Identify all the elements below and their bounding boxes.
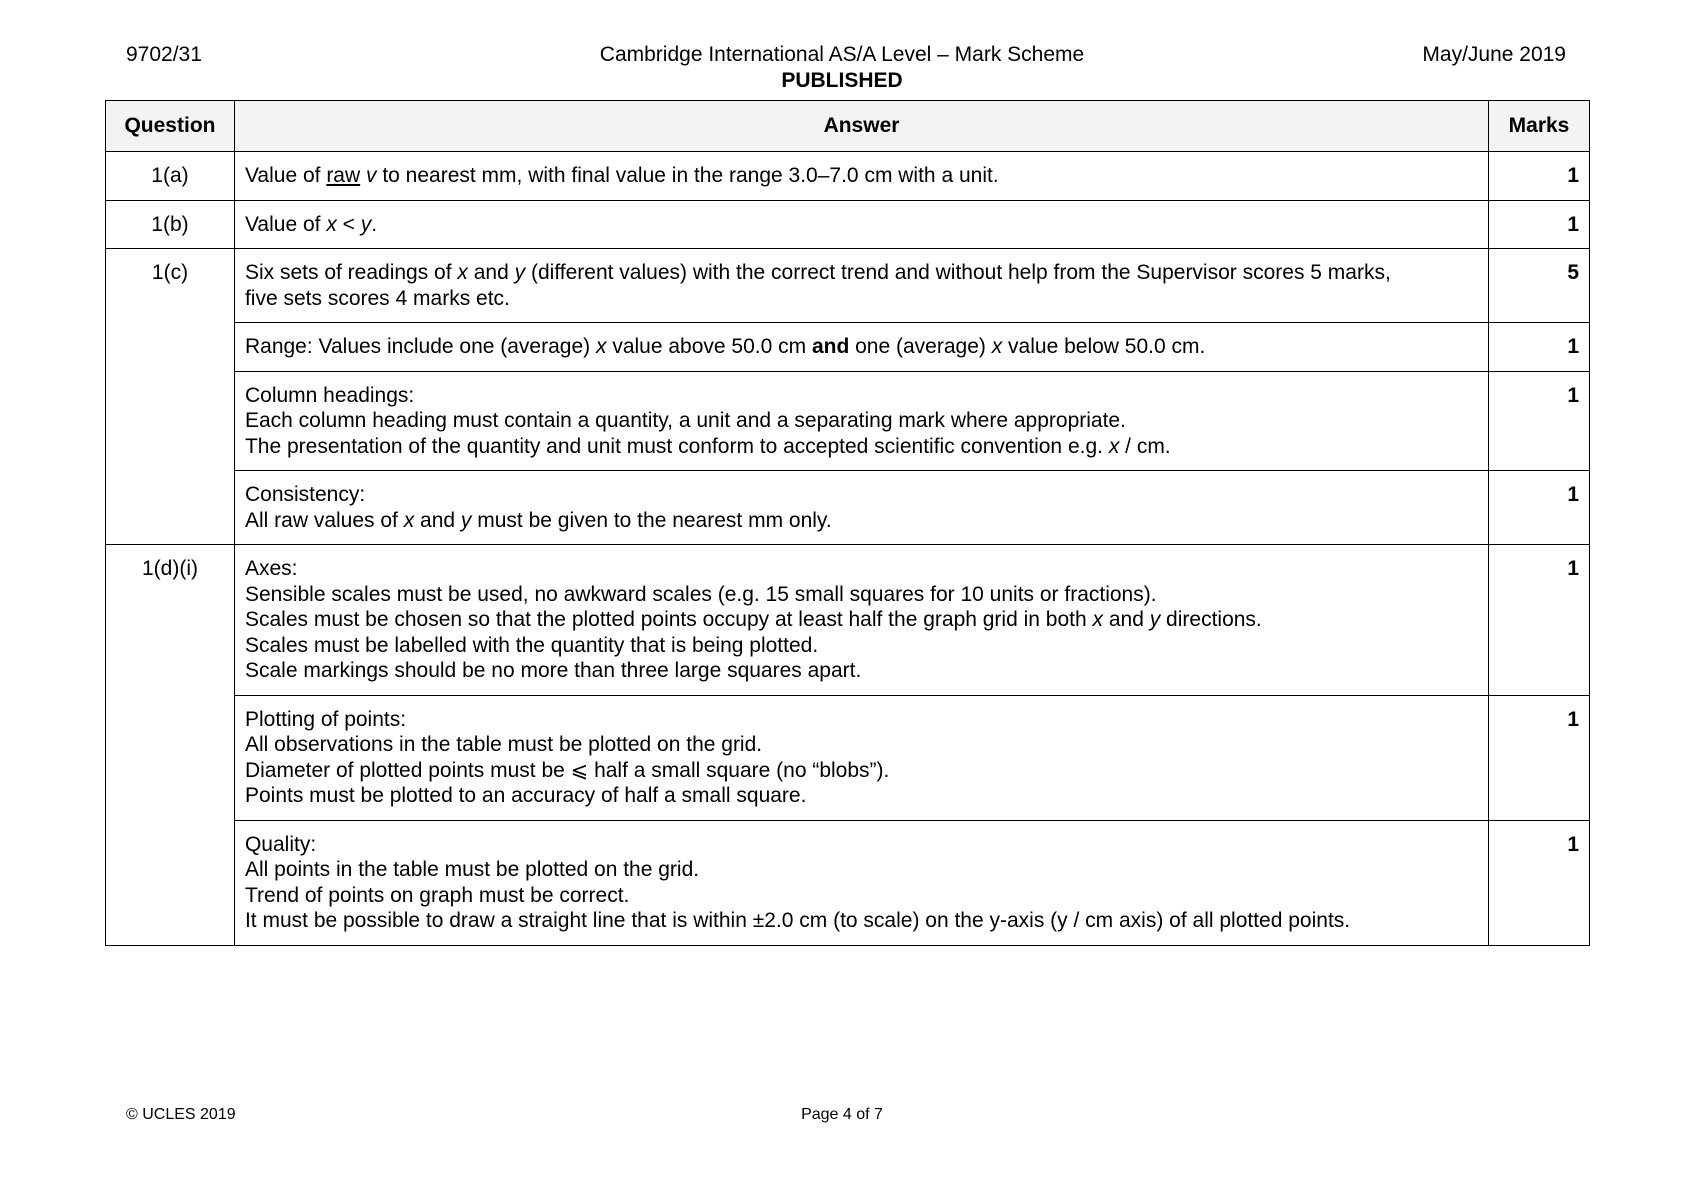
answer-header: Answer (234, 101, 1488, 152)
answer-line: Value of raw v to nearest mm, with final value in the range 3.0–7.0 cm with a unit. (244, 164, 999, 187)
answer-cell (234, 323, 1488, 372)
table-header-row (106, 101, 1590, 152)
marks-cell: 1 (1489, 200, 1590, 249)
exam-session: May/June 2019 (1422, 43, 1566, 66)
answer-line: The presentation of the quantity and unit must conform to accepted scientific convention e.g. x / cm. (244, 434, 1171, 458)
table-row (106, 695, 1590, 820)
answer-line: Sensible scales must be used, no awkward scales (e.g. 15 small squares for 10 units or fractions). (244, 582, 1157, 606)
answer-cell (234, 695, 1488, 820)
table-row (106, 371, 1590, 471)
question-cell: 1(d)(i) (106, 545, 235, 946)
answer-line: Axes: (244, 557, 298, 580)
answer-cell (234, 545, 1488, 696)
answer-line: It must be possible to draw a straight line that is within ±2.0 cm (to scale) on the y-axis (y / cm axis) of all plotted points. (244, 909, 1351, 932)
answer-line: All points in the table must be plotted on the grid. (244, 858, 700, 881)
published-label: PUBLISHED (781, 69, 903, 92)
table-row (106, 249, 1590, 323)
answer-line: five sets scores 4 marks etc. (244, 286, 510, 310)
answer-line: Value of x < y. (244, 212, 378, 236)
answer-line: Diameter of plotted points must be ⩽ half a small square (no “blobs”). (244, 758, 890, 782)
question-cell: 1(b) (106, 200, 235, 249)
table-row (106, 820, 1590, 945)
answer-line: Scales must be chosen so that the plotted points occupy at least half the graph grid in both x and y directions. (244, 608, 1262, 631)
answer-line: Consistency: (244, 483, 366, 506)
marks-cell: 1 (1489, 471, 1590, 545)
answer-cell (234, 471, 1488, 545)
marks-header: Marks (1489, 101, 1590, 152)
marks-cell: 5 (1489, 249, 1590, 323)
marks-cell: 1 (1489, 545, 1590, 696)
marks-cell: 1 (1489, 820, 1590, 945)
answer-line: Scale markings should be no more than three large squares apart. (244, 659, 862, 682)
mark-scheme-table (105, 100, 1590, 946)
answer-line: Each column heading must contain a quantity, a unit and a separating mark where appropriate. (244, 409, 1126, 432)
question-cell: 1(a) (106, 152, 235, 201)
table-row (106, 200, 1590, 249)
answer-line: Column headings: (244, 383, 415, 407)
answer-line: Points must be plotted to an accuracy of half a small square. (244, 784, 807, 807)
marks-cell: 1 (1489, 323, 1590, 372)
marks-cell: 1 (1489, 371, 1590, 471)
exam-code: 9702/31 (126, 43, 202, 66)
page-number: Page 4 of 7 (801, 1106, 883, 1123)
answer-cell (234, 371, 1488, 471)
marks-cell: 1 (1489, 152, 1590, 201)
question-header: Question (106, 101, 235, 152)
answer-cell (234, 200, 1488, 249)
marks-cell: 1 (1489, 695, 1590, 820)
table-row (106, 152, 1590, 201)
table-row (106, 545, 1590, 696)
table-row (106, 471, 1590, 545)
document-title: Cambridge International AS/A Level – Mark Scheme (599, 43, 1085, 66)
question-cell: 1(c) (106, 249, 235, 545)
answer-line: Six sets of readings of x and y (different values) with the correct trend and without help from the Supervisor scores 5 marks, (244, 261, 1391, 284)
table-row (106, 323, 1590, 372)
answer-line: Quality: (244, 832, 317, 856)
answer-line: All observations in the table must be plotted on the grid. (244, 733, 763, 756)
answer-line: Trend of points on graph must be correct. (244, 883, 630, 907)
answer-line: Range: Values include one (average) x value above 50.0 cm and one (average) x value below 50.0 cm. (244, 335, 1206, 358)
answer-line: Scales must be labelled with the quantity that is being plotted. (244, 633, 819, 657)
answer-cell (234, 152, 1488, 201)
answer-line: Plotting of points: (244, 707, 407, 731)
copyright-text: © UCLES 2019 (126, 1106, 236, 1123)
answer-cell (234, 820, 1488, 945)
answer-cell (234, 249, 1488, 323)
answer-line: All raw values of x and y must be given to the nearest mm only. (244, 508, 832, 532)
